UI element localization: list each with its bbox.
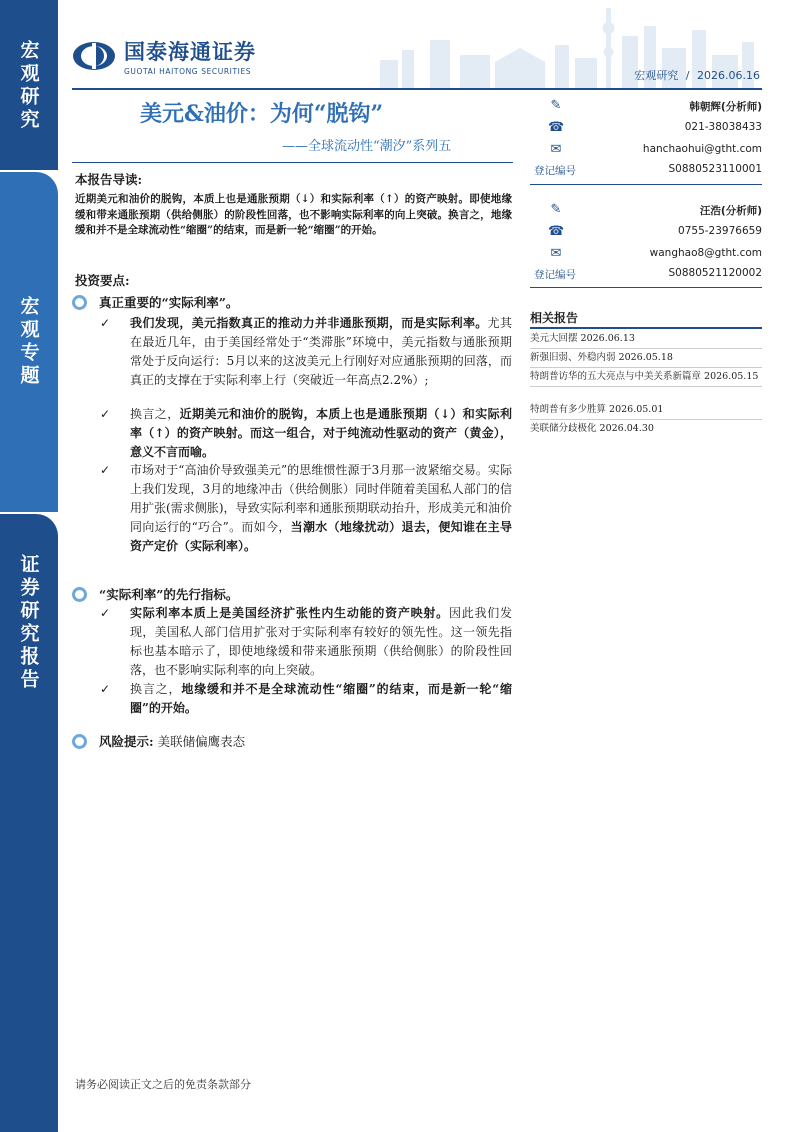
checkmark-icon: ✓ <box>100 606 111 620</box>
item-bold-text: 我们发现，美元指数真正的推动力并非通胀预期，而是实际利率。 <box>130 316 488 330</box>
related-report-item[interactable]: 美元大回摆 2026.06.13 <box>530 330 762 349</box>
phone-icon: ☎ <box>548 120 565 135</box>
analyst-1-reg-label: 登记编号 <box>534 165 576 177</box>
header-category: 宏观研究 <box>634 69 679 82</box>
point-1-bullet <box>72 293 238 311</box>
report-subtitle: ——全球流动性“潮汐”系列五 <box>282 139 452 154</box>
pen-icon: ✎ <box>550 202 562 217</box>
sidebar-block-macro-topic <box>0 172 58 512</box>
checkmark-icon: ✓ <box>100 682 111 696</box>
item-bold-text: 当潮水（地缘扰动）退去，便知谁在主导资产定价（实际利率）。 <box>130 520 512 553</box>
analyst-1-reg: S0880523110001 <box>668 163 762 175</box>
analyst-1-name: 韩朝辉(分析师) <box>689 101 762 113</box>
item-bold-text: 实际利率本质上是美国经济扩张性内生动能的资产映射。 <box>130 606 449 620</box>
sidebar-label-2: 宏观专题 <box>17 296 40 388</box>
point-2-item-2 <box>100 680 512 720</box>
checkmark-icon: ✓ <box>100 316 111 330</box>
analyst-1-reg-row <box>530 160 762 180</box>
sidebar <box>0 0 58 1132</box>
logo-english-name: GUOTAI HAITONG SECURITIES <box>124 67 252 76</box>
related-report-item[interactable]: 特朗普有多少胜算 2026.05.01 <box>530 401 762 420</box>
point-2-title: “实际利率”的先行指标。 <box>99 587 239 602</box>
related-report-item[interactable]: 特朗普访华的五大亮点与中美关系新篇章 2026.05.15 <box>530 368 762 387</box>
checkmark-icon: ✓ <box>100 463 111 477</box>
point-1-title: 真正重要的“实际利率”。 <box>99 295 239 310</box>
item-lead-text: 换言之， <box>130 407 180 421</box>
analyst-divider-1 <box>530 184 762 185</box>
title-divider <box>72 162 513 163</box>
analyst-1-phone: 021-38038433 <box>684 121 762 133</box>
pen-icon: ✎ <box>550 98 562 113</box>
sidebar-block-securities-report <box>0 514 58 1132</box>
related-reports-heading: 相关报告 <box>530 311 579 325</box>
risk-bullet <box>72 732 245 750</box>
related-report-item[interactable]: 新强旧弱、外稳内弱 2026.05.18 <box>530 349 762 368</box>
analyst-1-email[interactable]: hanchaohui@gtht.com <box>642 143 762 155</box>
point-2-item-1 <box>100 604 512 680</box>
analyst-2-reg-label: 登记编号 <box>534 269 576 281</box>
logo-mark-icon <box>72 41 116 71</box>
item-bold-text: 地缘缓和并不是全球流动性“缩圈”的结束，而是新一轮“缩圈”的开始。 <box>130 682 512 715</box>
analyst-2-name: 汪浩(分析师) <box>699 205 762 217</box>
analyst-1-email-row <box>530 140 762 160</box>
bullet-circle-icon <box>72 587 87 602</box>
phone-icon: ☎ <box>548 224 565 239</box>
company-logo <box>72 36 256 76</box>
checkmark-icon: ✓ <box>100 407 111 421</box>
logo-chinese-name: 国泰海通证券 <box>124 40 256 64</box>
sidebar-label-3: 证券研究报告 <box>17 554 40 692</box>
point-1-item-2 <box>100 405 512 463</box>
header-date: 2026.06.16 <box>697 69 760 82</box>
point-2-bullet <box>72 585 238 603</box>
header-divider <box>72 88 762 90</box>
related-reports-divider <box>530 327 762 329</box>
item-lead-text: 换言之， <box>130 682 182 696</box>
analyst-2-reg-row <box>530 264 762 284</box>
bullet-circle-icon <box>72 734 87 749</box>
risk-text: 美联储偏鹰表态 <box>157 734 246 749</box>
point-1-item-1 <box>100 314 512 404</box>
analyst-2-email[interactable]: wanghao8@gtht.com <box>649 247 762 259</box>
sidebar-block-macro-research <box>0 0 58 170</box>
analyst-1-name-row <box>530 96 762 116</box>
risk-label: 风险提示: <box>99 734 154 749</box>
analyst-2-reg: S0880521120002 <box>668 267 762 279</box>
email-icon: ✉ <box>550 142 562 157</box>
guide-text: 近期美元和油价的脱钩，本质上也是通胀预期（↓）和实际利率（↑）的资产映射。即使地缘缓和带来通胀预期（供给侧胀）的阶段性回落，也不影响实际利率的向上突破。换言之，地缘缓和并不是全球流动性“缩圈”的结束，而是新一轮“缩圈”的开始。 <box>75 193 512 236</box>
item-bold-text: 近期美元和油价的脱钩，本质上也是通胀预期（↓）和实际利率（↑）的资产映射。而这一组合，对于纯流动性驱动的资产（黄金），意义不言而喻。 <box>130 407 512 459</box>
analyst-divider-2 <box>530 287 762 288</box>
item-text: 因此我们发现，美国私人部门信用扩张对于实际利率有较好的领先性。这一领先指标也基本暗示了，即使地缘缓和带来通胀预期（供给侧胀）的阶段性回落，也不影响实际利率的向上突破。 <box>130 606 512 677</box>
invest-heading: 投资要点: <box>75 273 130 288</box>
related-report-item[interactable]: 美联储分歧极化 2026.04.30 <box>530 423 654 434</box>
item-lead-text: 市场对于“高油价导致强美元”的思维惯性源于3月那一波紧缩交易。实际上我们发现，3月的地缘冲击（供给侧胀）同时伴随着美国私人部门的信用扩张(需求侧胀)，导致实际利率和通胀预期联动抬升，形成美元和油价同向运行的“巧合”。而如今， <box>130 463 512 534</box>
analyst-1-phone-row <box>530 118 762 138</box>
analyst-2-phone: 0755-23976659 <box>678 225 762 237</box>
analyst-2-phone-row <box>530 222 762 242</box>
item-text: 尤其在最近几年，由于美国经常处于“类滞胀”环境中，美元指数与通胀预期常处于反向运行：5月以来的这波美元上行刚好对应通胀预期的回落，而真正的支撑在于实际利率上行（突破近一年高点2.2%）; <box>130 316 512 387</box>
point-1-item-3 <box>100 461 512 573</box>
analyst-2-name-row <box>530 200 762 220</box>
report-title: 美元&油价：为何“脱钩” <box>140 101 384 127</box>
header-separator: / <box>685 69 690 82</box>
bullet-circle-icon <box>72 295 87 310</box>
email-icon: ✉ <box>550 246 562 261</box>
sidebar-label-1: 宏观研究 <box>17 40 40 132</box>
guide-heading: 本报告导读: <box>75 172 143 187</box>
analyst-2-email-row <box>530 244 762 264</box>
header-meta <box>634 67 760 83</box>
disclaimer-footer: 请务必阅读正文之后的免责条款部分 <box>75 1078 251 1091</box>
